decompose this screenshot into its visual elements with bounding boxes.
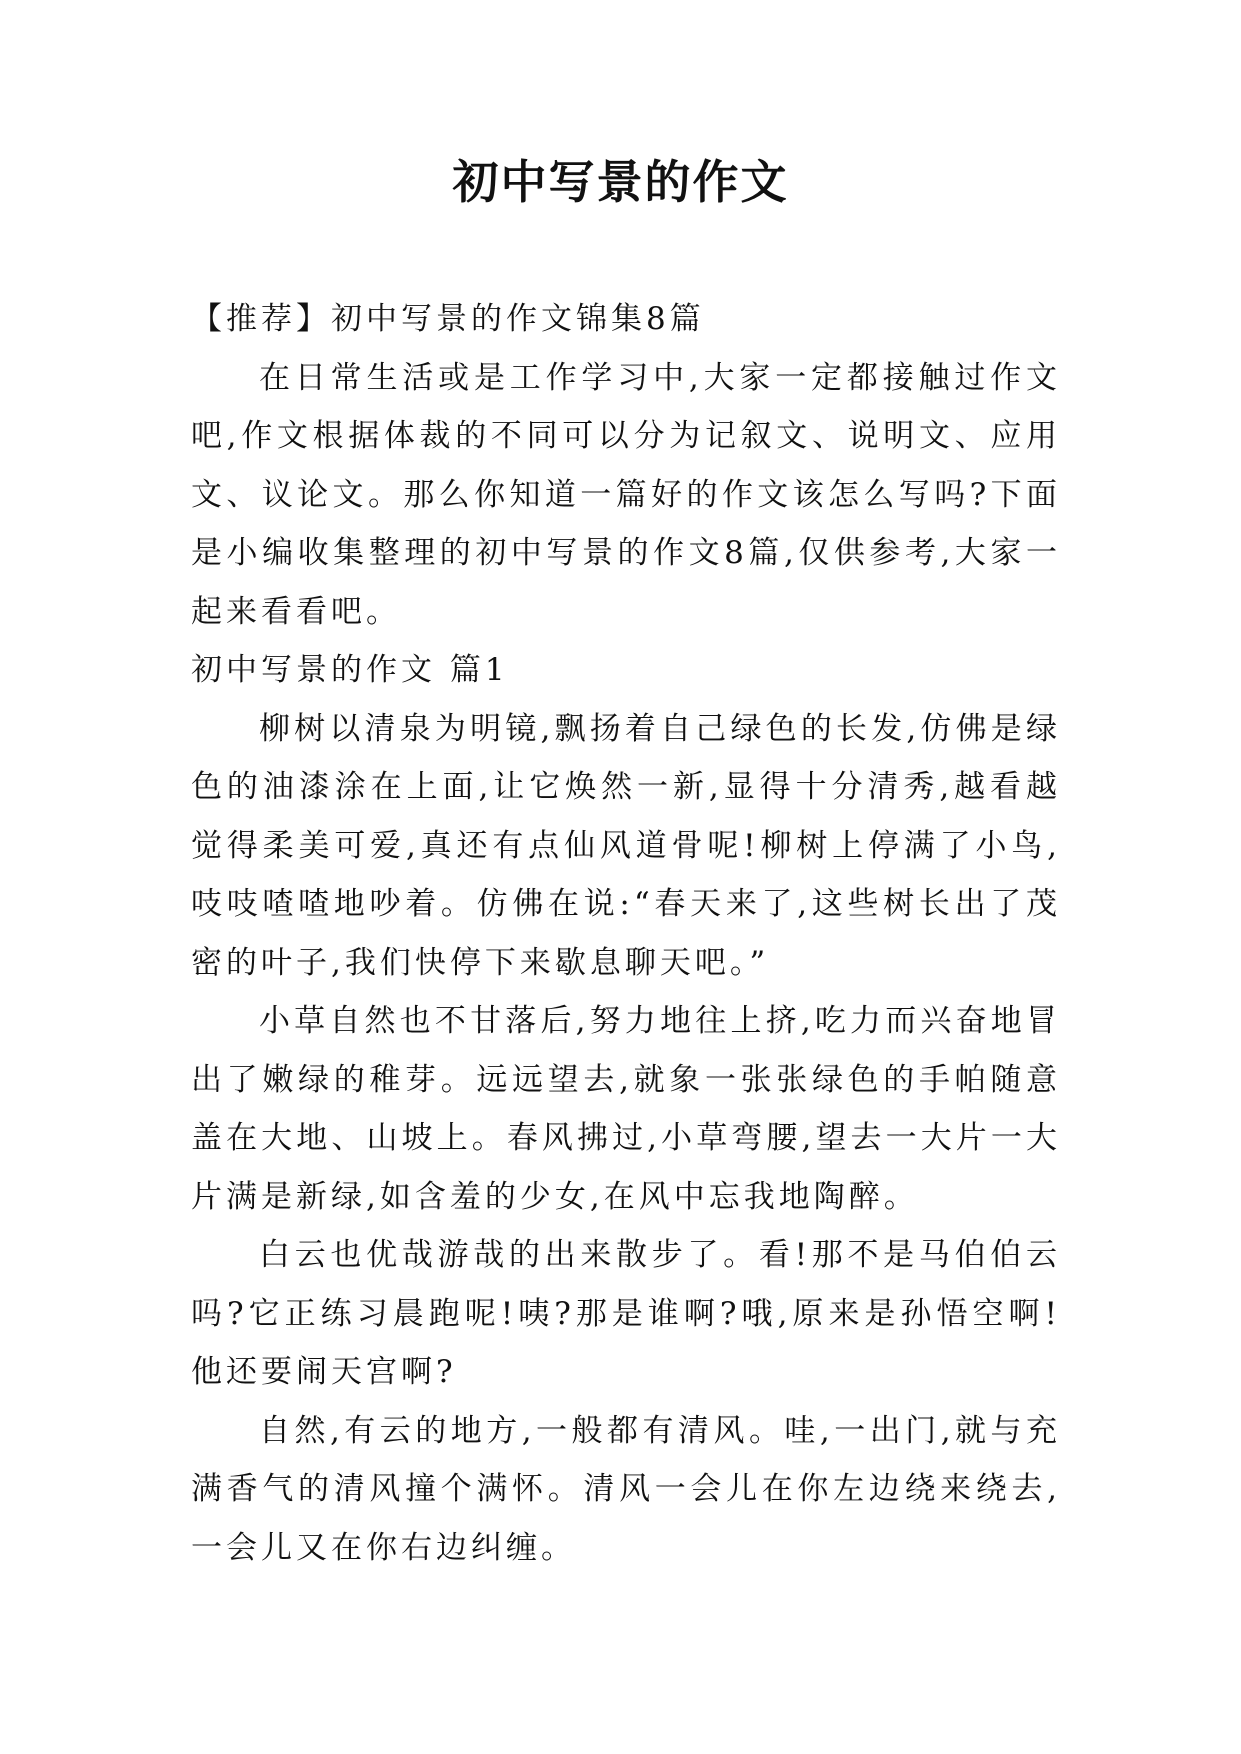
document-title: 初中写景的作文 [452, 155, 789, 209]
section-heading: 初中写景的作文 篇1 [191, 652, 509, 688]
body-paragraph-3: 白云也优哉游哉的出来散步了。看!那不是马伯伯云吗?它正练习晨跑呢!咦?那是谁啊?哦,原来是孙悟空啊!他还要闹天宫啊? [191, 1237, 1061, 1390]
intro-paragraph: 在日常生活或是工作学习中,大家一定都接触过作文吧,作文根据体裁的不同可以分为记叙文、说明文、应用文、议论文。那么你知道一篇好的作文该怎么写吗?下面是小编收集整理的初中写景的作文8篇,仅供参考,大家一起来看看吧。 [191, 359, 1061, 630]
body-paragraph-2: 小草自然也不甘落后,努力地往上挤,吃力而兴奋地冒出了嫩绿的稚芽。远远望去,就象一张张绿色的手帕随意盖在大地、山坡上。春风拂过,小草弯腰,望去一大片一大片满是新绿,如含羞的少女,在风中忘我地陶醉。 [191, 1003, 1061, 1215]
document-body [191, 290, 1061, 1577]
body-paragraph-1: 柳树以清泉为明镜,飘扬着自己绿色的长发,仿佛是绿色的油漆涂在上面,让它焕然一新,显得十分清秀,越看越觉得柔美可爱,真还有点仙风道骨呢!柳树上停满了小鸟,吱吱喳喳地吵着。仿佛在说:“春天来了,这些树长出了茂密的叶子,我们快停下来歇息聊天吧。” [191, 710, 1061, 981]
document-subtitle: 【推荐】初中写景的作文锦集8篇 [191, 301, 705, 337]
body-paragraph-4: 自然,有云的地方,一般都有清风。哇,一出门,就与充满香气的清风撞个满怀。清风一会儿在你左边绕来绕去,一会儿又在你右边纠缠。 [191, 1412, 1061, 1566]
